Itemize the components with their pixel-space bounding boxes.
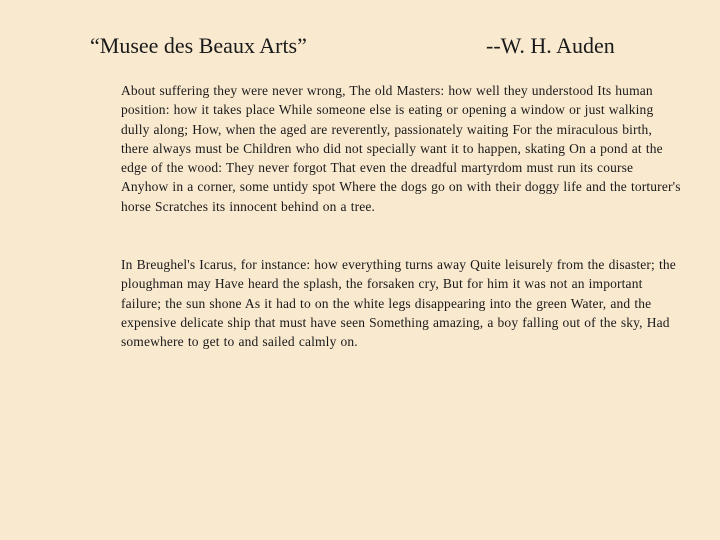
poem-paragraph-1: About suffering they were never wrong, The old Masters: how well they understood Its human position: how it takes place While someone else is eating or opening a window or just walking dully along; How, when the aged are reverently, passionately waiting For the miraculous birth, there always must be Children who did not specially want it to happen, skating On a pond at the edge of the wood: They never forgot That even the dreadful martyrdom must run its course Anyhow in a corner, some untidy spot Where the dogs go on with their doggy life and the torturer's horse Scratches its innocent behind on a tree. [121, 83, 681, 214]
poem-author: --W. H. Auden [486, 33, 615, 58]
poem-paragraph-2: In Breughel's Icarus, for instance: how everything turns away Quite leisurely from the disaster; the ploughman may Have heard the splash, the forsaken cry, But for him it was not an important failure; the sun shone As it had to on the white legs disappearing into the green Water, and the expensive delicate ship that must have seen Something amazing, a boy falling out of the sky, Had somewhere to get to and sailed calmly on. [121, 257, 676, 350]
poem-title: “Musee des Beaux Arts” [90, 33, 307, 58]
